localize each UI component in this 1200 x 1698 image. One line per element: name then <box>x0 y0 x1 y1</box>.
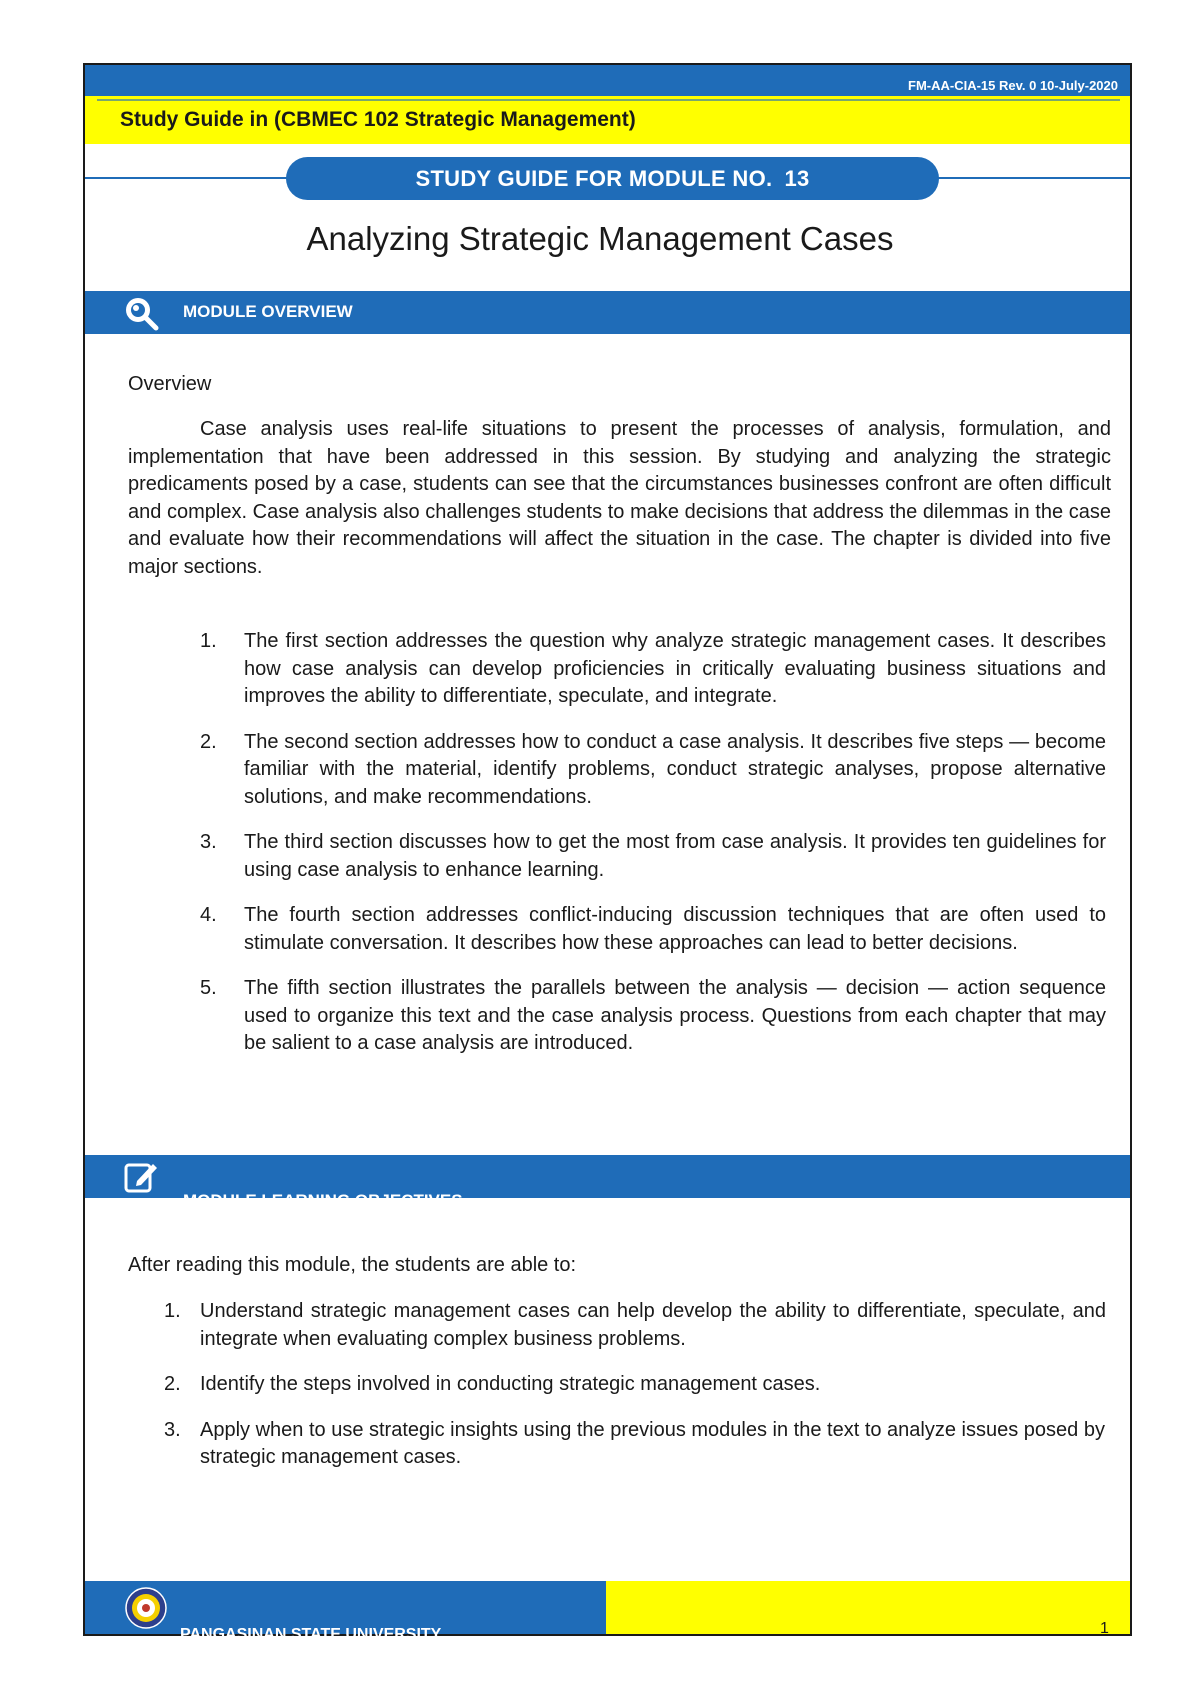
form-code: FM-AA-CIA-15 Rev. 0 10-July-2020 <box>908 78 1118 93</box>
university-name: PANGASINAN STATE UNIVERSITY <box>180 1626 442 1643</box>
list-text: Understand strategic management cases can help develop the ability to differentiate, speculate, and integrate when evaluating complex business problems. <box>200 1300 1106 1350</box>
list-item <box>164 1417 1106 1472</box>
overview-body <box>128 416 1111 581</box>
list-number: 1. <box>164 1300 181 1322</box>
objectives-intro: After reading this module, the students are able to: <box>128 1254 577 1276</box>
list-number: 5. <box>200 977 217 999</box>
list-text: Apply when to use strategic insights using the previous modules in the text to analyze issues posed by strategic management cases. <box>200 1418 1105 1468</box>
footer-blue-band <box>85 1581 606 1643</box>
list-text: The second section addresses how to conduct a case analysis. It describes five steps — become familiar with the material, identify problems, conduct strategic analyses, propose alternative solutions, and make recommendations. <box>244 730 1106 808</box>
list-number: 2. <box>164 1373 181 1395</box>
edit-icon <box>123 1159 159 1195</box>
list-number: 1. <box>200 630 217 652</box>
module-number: 13 <box>784 165 810 191</box>
overview-heading: Overview <box>128 373 212 395</box>
pill-line-right <box>935 177 1130 179</box>
list-item <box>200 729 1106 812</box>
module-overview-bar <box>85 291 1130 334</box>
learning-objectives-bar <box>85 1155 1130 1210</box>
page-number: 1 <box>1100 1620 1109 1637</box>
search-icon <box>123 295 159 331</box>
overview-intro: Case analysis uses real-life situations to present the processes of analysis, formulation, and implementation that have been addressed in this session. By studying and analyzing the strategic predicaments posed by a case, students can see that the circumstances businesses confront are often difficult and complex. Case analysis also challenges students to make decisions that address the dilemmas in the case and evaluate how their recommendations will affect the situation in the case. The chapter is divided into five major sections. <box>128 418 1111 578</box>
list-text: The first section addresses the question why analyze strategic management cases. It describes how case analysis can develop proficiencies in critically evaluating business situations and improves the ability to differentiate, speculate, and integrate. <box>244 630 1106 707</box>
list-item <box>164 1371 1106 1399</box>
module-label: STUDY GUIDE FOR MODULE NO. <box>415 165 773 191</box>
banner-divider <box>97 99 1120 101</box>
page-title: Analyzing Strategic Management Cases <box>306 220 894 257</box>
list-text: The fourth section addresses conflict-inducing discussion techniques that are often used to stimulate conversation. It describes how these approaches can lead to better decisions. <box>244 904 1106 954</box>
list-number: 3. <box>164 1418 181 1441</box>
list-item <box>200 829 1106 884</box>
learning-objectives-label: MODULE LEARNING OBJECTIVES <box>183 1191 463 1210</box>
list-text: The fifth section illustrates the parallels between the analysis — decision — action sequence used to organize this text and the case analysis process. Questions from each chapter that may be salient to a case analysis are introduced. <box>244 977 1106 1054</box>
overview-list <box>200 628 1106 1076</box>
list-text: The third section discusses how to get the most from case analysis. It provides ten guidelines for using case analysis to enhance learning. <box>244 831 1106 881</box>
list-text: Identify the steps involved in conducting strategic management cases. <box>200 1373 821 1395</box>
list-item <box>200 902 1106 957</box>
module-number-pill <box>286 157 939 200</box>
list-item <box>200 628 1106 711</box>
objectives-list <box>164 1298 1106 1490</box>
pill-line-left <box>85 177 290 179</box>
list-item <box>164 1298 1106 1353</box>
list-number: 4. <box>200 904 217 926</box>
list-number: 3. <box>200 831 217 853</box>
list-number: 2. <box>200 730 217 753</box>
footer-yellow-band <box>606 1581 1130 1634</box>
list-item <box>200 975 1106 1058</box>
study-guide-title: Study Guide in (CBMEC 102 Strategic Management) <box>120 108 636 131</box>
module-overview-label: MODULE OVERVIEW <box>183 302 353 321</box>
university-seal-icon <box>125 1587 167 1629</box>
